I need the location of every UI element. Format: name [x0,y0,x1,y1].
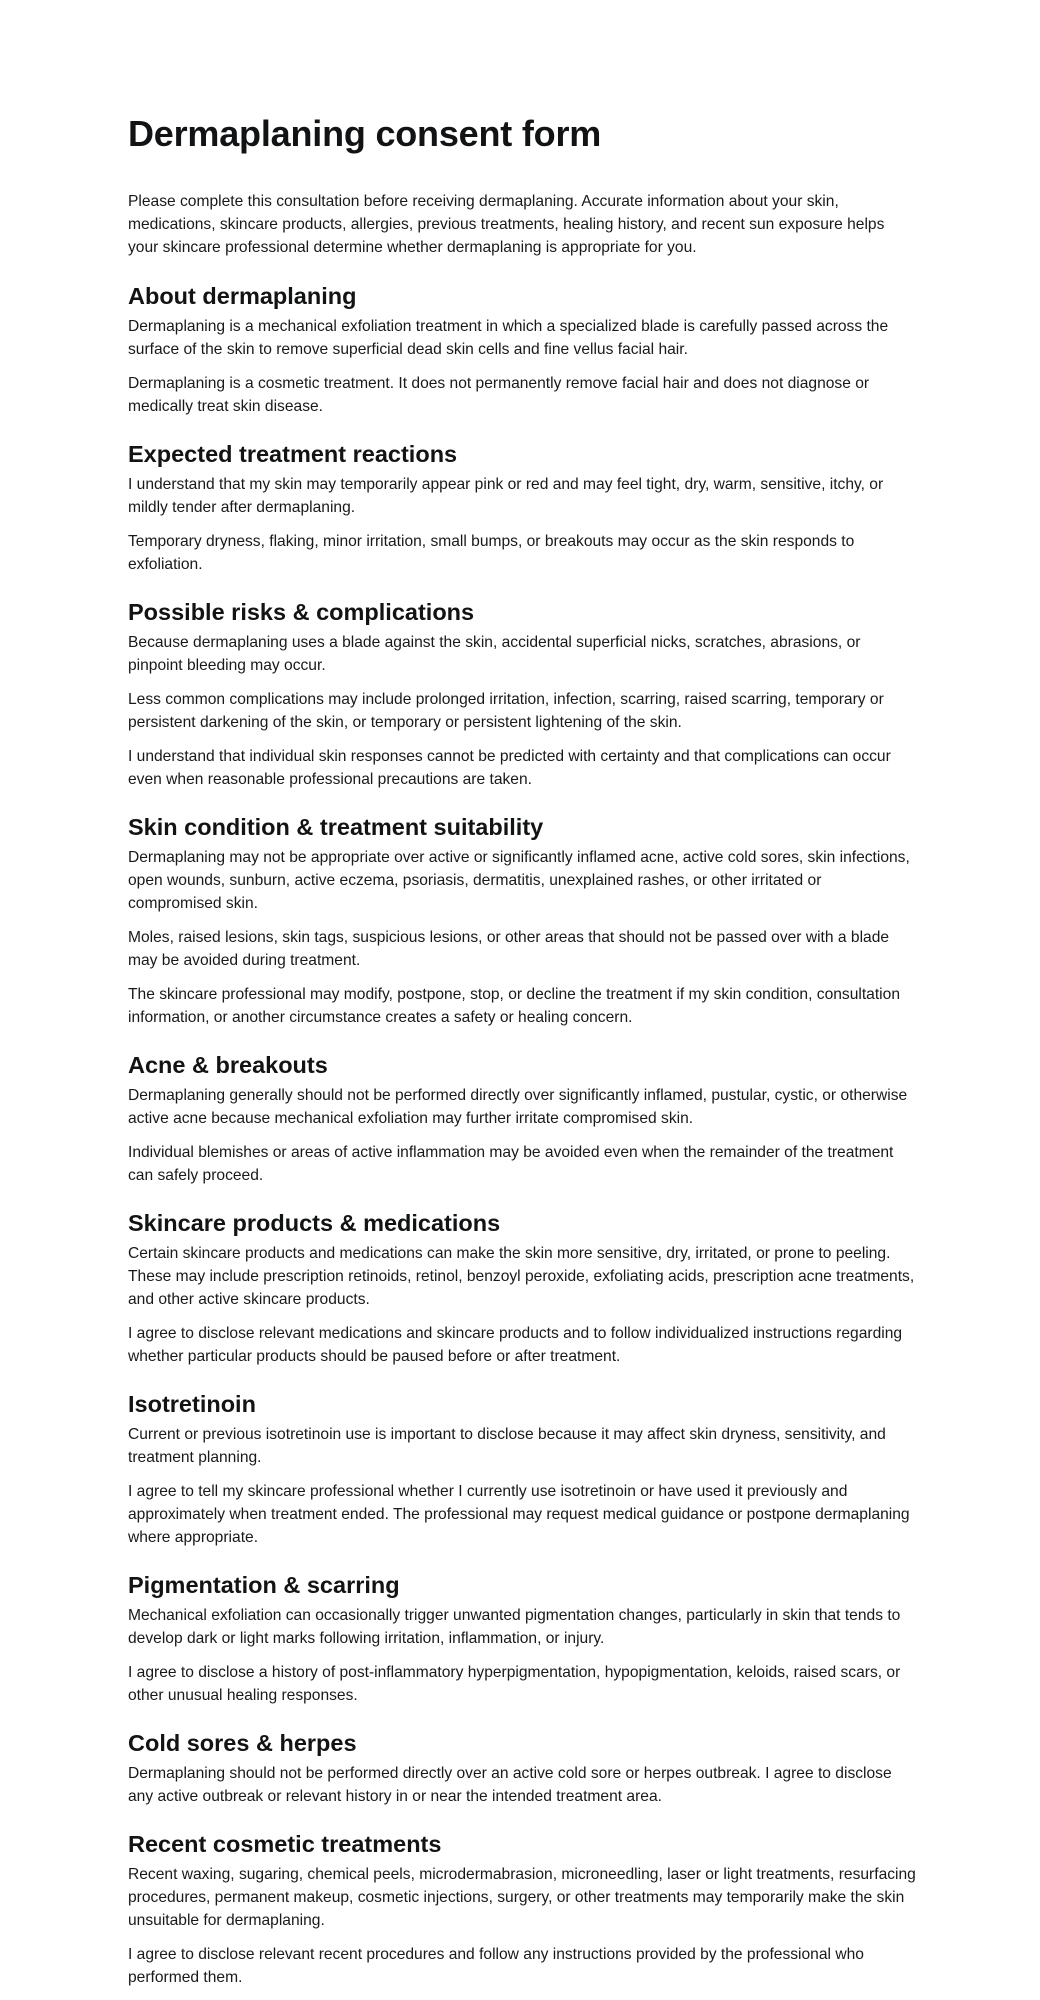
section-heading: Acne & breakouts [128,1052,328,1078]
section-paragraph: Dermaplaning should not be performed directly over an active cold sore or herpes outbreak. I agree to disclose any active outbreak or relevant history in or near the intended treatment area. [128,1765,892,1805]
section-acne-breakouts [128,1048,918,1187]
section-heading: Skincare products & medications [128,1210,501,1236]
section-paragraph: I agree to disclose relevant medications and skincare products and to follow individualized instructions regarding whether particular products should be paused before or after treatment. [128,1325,903,1365]
section-heading: About dermaplaning [128,283,357,309]
section-paragraph: Current or previous isotretinoin use is important to disclose because it may affect skin dryness, sensitivity, and treatment planning. [128,1426,886,1466]
section-pigmentation-scarring [128,1568,918,1707]
section-paragraph: I agree to disclose relevant recent procedures and follow any instructions provided by the professional who performed them. [128,1946,864,1986]
section-paragraph: The skincare professional may modify, postpone, stop, or decline the treatment if my skin condition, consultation information, or another circumstance creates a safety or healing concern. [128,986,900,1026]
section-paragraph: Less common complications may include prolonged irritation, infection, scarring, raised scarring, temporary or persistent darkening of the skin, or temporary or persistent lightening of the skin. [128,691,884,731]
section-paragraph: Certain skincare products and medications can make the skin more sensitive, dry, irritated, or prone to peeling. These may include prescription retinoids, retinol, benzoyl peroxide, exfoliating acids, prescription acne treatments, and other active skincare products. [128,1245,915,1308]
section-paragraph: I understand that individual skin responses cannot be predicted with certainty and that complications can occur even when reasonable professional precautions are taken. [128,748,891,788]
section-heading: Pigmentation & scarring [128,1572,400,1598]
intro-paragraph: Please complete this consultation before receiving dermaplaning. Accurate information about your skin, medications, skincare products, allergies, previous treatments, healing history, and recent sun exposure helps your skincare professional determine whether dermaplaning is appropriate for you. [128,193,885,256]
section-possible-risks-complications [128,595,918,791]
section-about-dermaplaning [128,279,918,418]
section-expected-treatment-reactions [128,437,918,576]
section-paragraph: Mechanical exfoliation can occasionally trigger unwanted pigmentation changes, particularly in skin that tends to develop dark or light marks following irritation, inflammation, or injury. [128,1607,901,1647]
section-heading: Cold sores & herpes [128,1730,357,1756]
section-paragraph: I understand that my skin may temporarily appear pink or red and may feel tight, dry, warm, sensitive, itchy, or mildly tender after dermaplaning. [128,476,884,516]
section-cold-sores-herpes [128,1726,918,1808]
section-isotretinoin [128,1387,918,1549]
consent-form-content [128,108,918,2000]
section-paragraph: Dermaplaning is a mechanical exfoliation treatment in which a specialized blade is carefully passed across the surface of the skin to remove superficial dead skin cells and fine vellus facial hair. [128,318,889,358]
section-paragraph: I agree to tell my skincare professional whether I currently use isotretinoin or have used it previously and approximately when treatment ended. The professional may request medical guidance or postpone dermaplaning where appropriate. [128,1483,910,1546]
section-heading: Expected treatment reactions [128,441,458,467]
section-paragraph: Individual blemishes or areas of active inflammation may be avoided even when the remainder of the treatment can safely proceed. [128,1144,894,1184]
section-skincare-products-medications [128,1206,918,1368]
section-paragraph: Dermaplaning is a cosmetic treatment. It does not permanently remove facial hair and does not diagnose or medically treat skin disease. [128,375,870,415]
section-paragraph: Dermaplaning may not be appropriate over active or significantly inflamed acne, active cold sores, skin infections, open wounds, sunburn, active eczema, psoriasis, dermatitis, unexplained rashes, or other irritated or compromised skin. [128,849,910,912]
section-skin-condition-suitability [128,810,918,1029]
section-paragraph: Recent waxing, sugaring, chemical peels, microdermabrasion, microneedling, laser or light treatments, resurfacing procedures, permanent makeup, cosmetic injections, surgery, or other treatments may temporarily make the skin unsuitable for dermaplaning. [128,1866,916,1929]
page-title: Dermaplaning consent form [128,113,602,154]
section-paragraph: Because dermaplaning uses a blade against the skin, accidental superficial nicks, scratches, abrasions, or pinpoint bleeding may occur. [128,634,861,674]
section-heading: Isotretinoin [128,1391,256,1417]
section-heading: Possible risks & complications [128,599,475,625]
section-paragraph: I agree to disclose a history of post-inflammatory hyperpigmentation, hypopigmentation, keloids, raised scars, or other unusual healing responses. [128,1664,901,1704]
section-recent-cosmetic-treatments [128,1827,918,1989]
section-paragraph: Dermaplaning generally should not be performed directly over significantly inflamed, pustular, cystic, or otherwise active acne because mechanical exfoliation may further irritate compromised skin. [128,1087,908,1127]
section-heading: Skin condition & treatment suitability [128,814,544,840]
section-heading: Recent cosmetic treatments [128,1831,442,1857]
section-paragraph: Moles, raised lesions, skin tags, suspicious lesions, or other areas that should not be passed over with a blade may be avoided during treatment. [128,929,890,969]
section-paragraph: Temporary dryness, flaking, minor irritation, small bumps, or breakouts may occur as the skin responds to exfoliation. [128,533,855,573]
